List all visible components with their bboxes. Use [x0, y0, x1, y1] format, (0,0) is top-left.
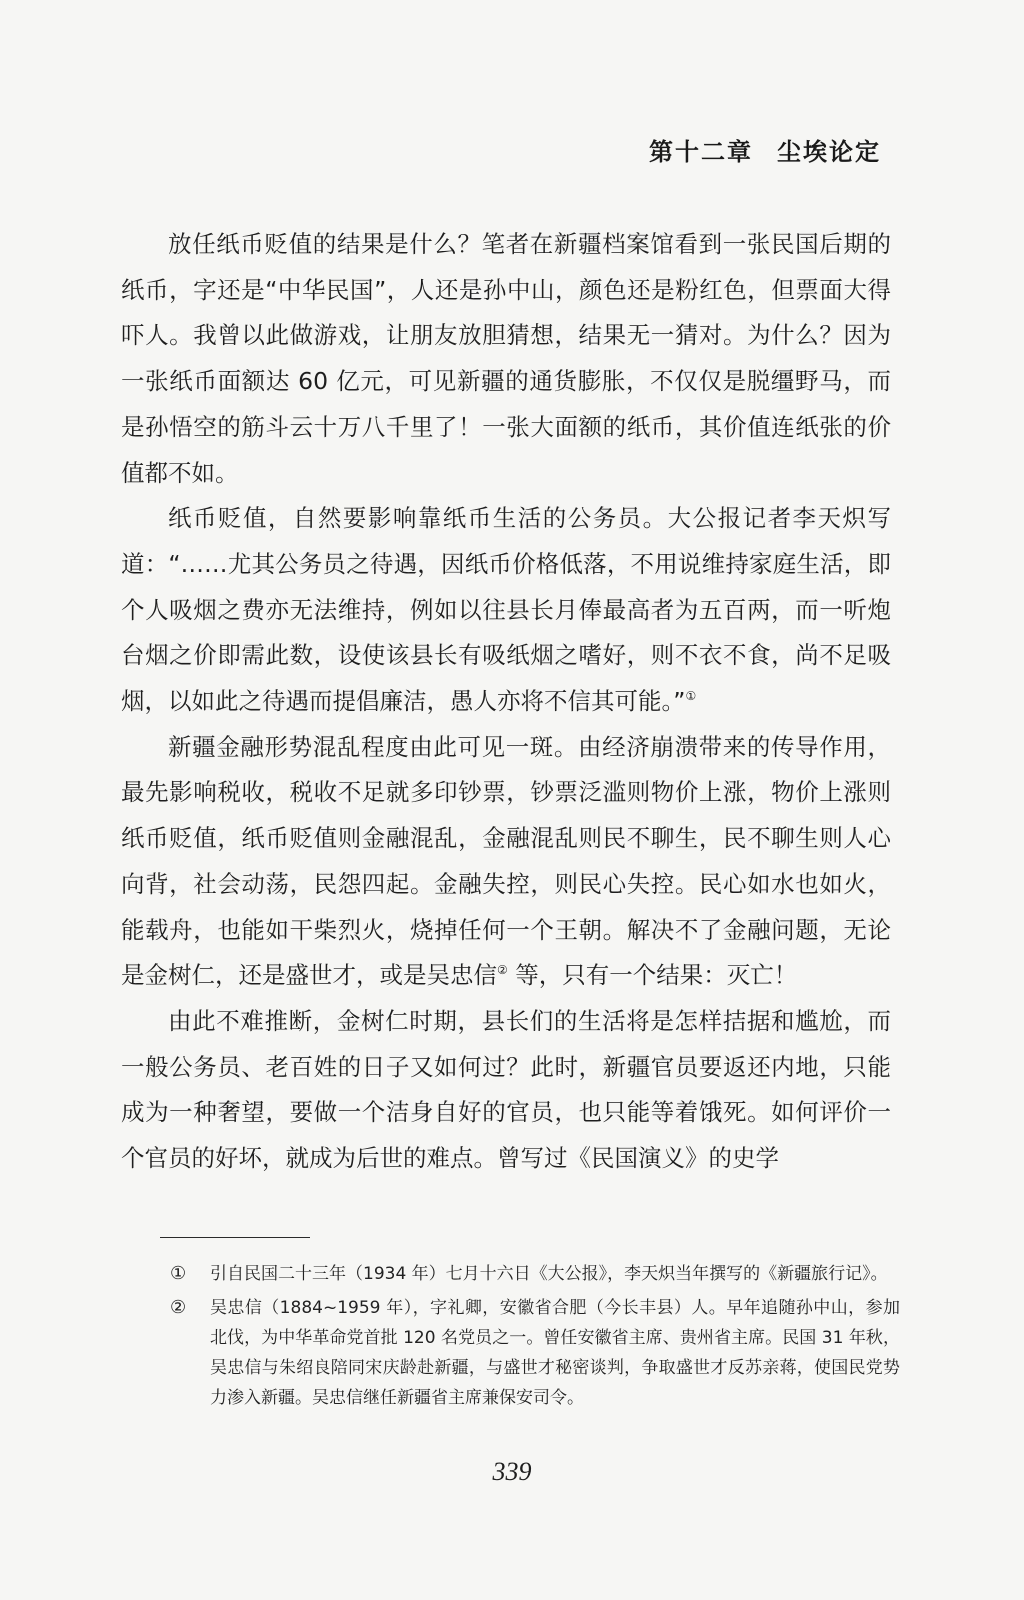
- page-number: 339: [492, 1457, 532, 1486]
- footnote-1: [170, 1259, 900, 1289]
- paragraph: 纸币贬值，自然要影响靠纸币生活的公务员。大公报记者李天炽写道：“……尤其公务员之待遇，因纸币价格低落，不用说维持家庭生活，即个人吸烟之费亦无法维持，例如以往县长月俸最高者为五百两，而一听炮台烟之价即需此数，设使该县长有吸纸烟之嗜好，则不衣不食，尚不足吸烟，以如此之待遇而提倡廉洁，愚人亦将不信其可能。”①: [121, 504, 891, 716]
- footnote-ref-2[interactable]: ②: [497, 963, 508, 978]
- paragraph: 放任纸币贬值的结果是什么？笔者在新疆档案馆看到一张民国后期的纸币，字还是“中华民国”，人还是孙中山，颜色还是粉红色，但票面大得吓人。我曾以此做游戏，让朋友放胆猜想，结果无一猜对。为什么？因为一张纸币面额达 60 亿元，可见新疆的通货膨胀，不仅仅是脱缰野马，而是孙悟空的筋斗云十万八千里了！一张大面额的纸币，其价值连纸张的价值都不如。: [121, 230, 891, 487]
- footnote-text: 引自民国二十三年（1934 年）七月十六日《大公报》，李天炽当年撰写的《新疆旅行记》。: [210, 1264, 888, 1284]
- footnote-text: 吴忠信（1884~1959 年），字礼卿，安徽省合肥（今长丰县）人。早年追随孙中山，参加北伐，为中华革命党首批 120 名党员之一。曾任安徽省主席、贵州省主席。民国 31 年秋，吴忠信与朱绍良陪同宋庆龄赴新疆，与盛世才秘密谈判，争取盛世才反苏亲蒋，使国民党势力渗入新疆。吴忠信继任新疆省主席兼保安司令。: [210, 1298, 900, 1408]
- footnote-divider: [160, 1237, 310, 1238]
- chapter-title: 尘埃论定: [777, 137, 881, 166]
- chapter-number: 第十二章: [649, 137, 753, 166]
- paragraph: 由此不难推断，金树仁时期，县长们的生活将是怎样拮据和尴尬，而一般公务员、老百姓的日子又如何过？此时，新疆官员要返还内地，只能成为一种奢望，要做一个洁身自好的官员，也只能等着饿死。如何评价一个官员的好坏，就成为后世的难点。曾写过《民国演义》的史学: [121, 1006, 891, 1173]
- footnote-marker: ②: [170, 1297, 187, 1318]
- footnote-2: [170, 1293, 900, 1413]
- footnote-ref-1[interactable]: ①: [685, 689, 697, 704]
- footnote-marker: ①: [170, 1263, 187, 1284]
- running-header: [649, 132, 881, 167]
- paragraph: 新疆金融形势混乱程度由此可见一斑。由经济崩溃带来的传导作用，最先影响税收，税收不足就多印钞票，钞票泛滥则物价上涨，物价上涨则纸币贬值，纸币贬值则金融混乱，金融混乱则民不聊生，民不聊生则人心向背，社会动荡，民怨四起。金融失控，则民心失控。民心如水也如火，能载舟，也能如干柴烈火，烧掉任何一个王朝。解决不了金融问题，无论是金树仁，还是盛世才，或是吴忠信② 等，只有一个结果：灭亡！: [121, 732, 891, 990]
- body-text: [121, 222, 891, 1182]
- footnotes: [170, 1259, 900, 1417]
